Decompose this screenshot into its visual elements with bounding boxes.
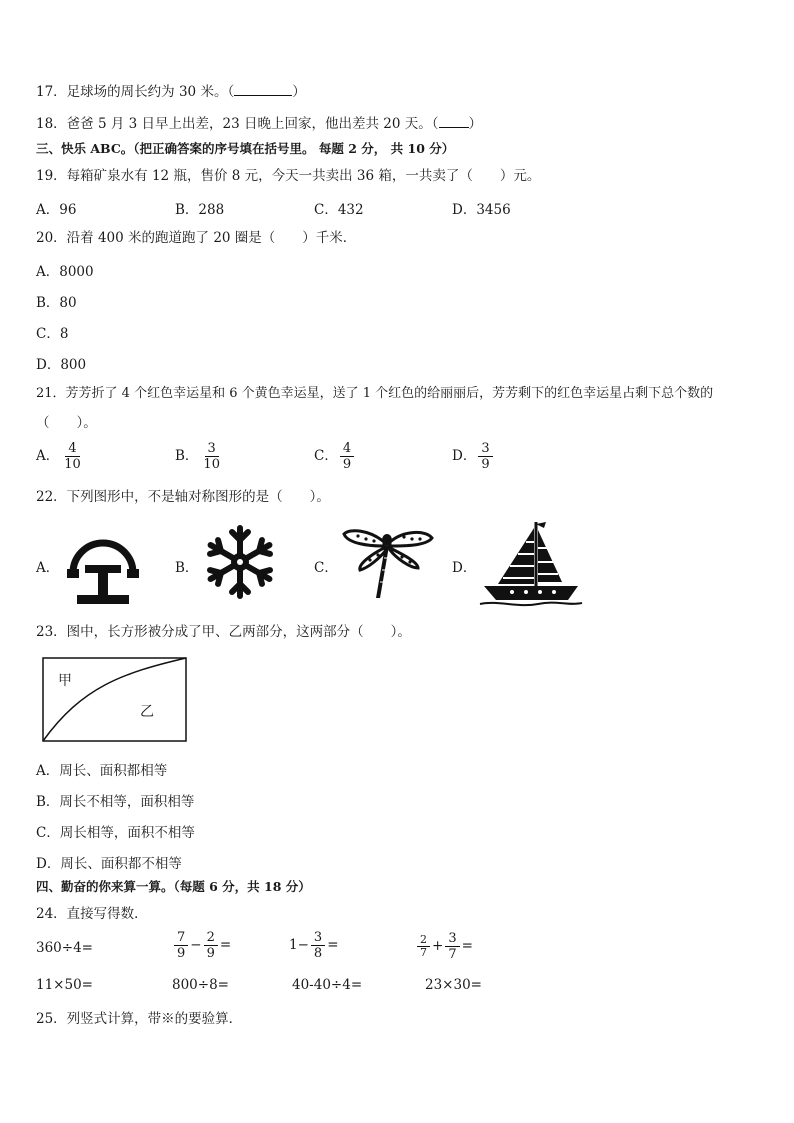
question-17: 17．足球场的周长约为 30 米。（ ）: [36, 84, 306, 100]
fraction: $\frac{3}{10}$: [203, 441, 220, 472]
calc-one-minus-fraction: 1− $\frac{3}{8}$ =: [289, 930, 339, 961]
calc-360-div-4: 360÷4=: [36, 940, 93, 956]
option-d-label[interactable]: D．: [452, 560, 477, 576]
option-a[interactable]: A．周长、面积都相等: [36, 763, 168, 779]
option-d[interactable]: D．3456: [452, 202, 511, 218]
question-20: 20．沿着 400 米的跑道跑了 20 圈是（ ）千米．: [36, 230, 357, 246]
option-a[interactable]: A． $\frac{4}{10}$: [36, 441, 86, 472]
option-a-label[interactable]: A．: [36, 560, 60, 576]
question-23: 23．图中，长方形被分成了甲、乙两部分，这两部分（ ）。: [36, 624, 411, 640]
option-c[interactable]: C．周长相等，面积不相等: [36, 825, 195, 841]
option-b[interactable]: B．80: [36, 295, 77, 311]
calc-fraction-add: $\frac{2}{7}$ + $\frac{3}{7}$ =: [415, 931, 473, 962]
option-c-label[interactable]: C．: [314, 560, 338, 576]
question-24: 24．直接写得数．: [36, 906, 148, 922]
option-b-label[interactable]: B．: [175, 560, 199, 576]
question-19: 19．每箱矿泉水有 12 瓶，售价 8 元，今天一共卖出 36 箱，一共卖了（ ）元。: [36, 168, 541, 184]
answer-blank[interactable]: [234, 83, 292, 96]
option-d[interactable]: D．周长、面积都不相等: [36, 856, 182, 872]
fraction: $\frac{3}{9}$: [478, 441, 492, 472]
calc-11-times-50: 11×50=: [36, 977, 93, 993]
option-a[interactable]: A．8000: [36, 264, 94, 280]
answer-blank[interactable]: [439, 115, 469, 128]
region-yi-label: 乙: [140, 704, 154, 720]
dragonfly-figure[interactable]: [340, 524, 436, 604]
option-c[interactable]: C．432: [314, 202, 364, 218]
question-22: 22．下列图形中，不是轴对称图形的是（ ）。: [36, 489, 330, 505]
calc-23-times-30: 23×30=: [425, 977, 482, 993]
question-21: 21．芳芳折了 4 个红色幸运星和 6 个黄色幸运星，送了 1 个红色的给丽丽后，芳芳剩下的红色幸运星占剩下总个数的: [36, 386, 714, 401]
fraction: $\frac{4}{10}$: [64, 441, 81, 472]
region-jia-label: 甲: [58, 673, 72, 689]
option-c[interactable]: C． $\frac{4}{9}$: [314, 441, 356, 472]
option-b[interactable]: B． $\frac{3}{10}$: [175, 441, 225, 472]
option-b[interactable]: B．288: [175, 202, 225, 218]
metro-symbol-figure[interactable]: [63, 525, 143, 607]
rectangle-figure: [42, 657, 188, 743]
section-3-heading: 三、快乐 ABC。（把正确答案的序号填在括号里。 每题 2 分， 共 10 分）: [36, 141, 455, 156]
question-25: 25．列竖式计算，带※的要验算．: [36, 1011, 243, 1027]
option-a[interactable]: A．96: [36, 202, 77, 218]
option-d[interactable]: D． $\frac{3}{9}$: [452, 441, 495, 472]
option-d[interactable]: D．800: [36, 357, 87, 373]
sailboat-figure[interactable]: [478, 518, 584, 608]
snowflake-figure[interactable]: [200, 522, 280, 602]
option-b[interactable]: B．周长不相等，面积相等: [36, 794, 195, 810]
fraction: $\frac{4}{9}$: [340, 441, 354, 472]
option-c[interactable]: C．8: [36, 326, 69, 342]
section-4-heading: 四、勤奋的你来算一算。（每题 6 分，共 18 分）: [36, 879, 311, 894]
calc-40-minus-40-div-4: 40-40÷4=: [292, 977, 363, 993]
question-18: 18．爸爸 5 月 3 日早上出差，23 日晚上回家，他出差共 20 天。（ ）: [36, 116, 483, 132]
calc-fraction-subtract: $\frac{7}{9}$ − $\frac{2}{9}$ =: [172, 930, 231, 961]
calc-800-div-8: 800÷8=: [172, 977, 229, 993]
question-21-cont: （ ）。: [36, 415, 97, 431]
